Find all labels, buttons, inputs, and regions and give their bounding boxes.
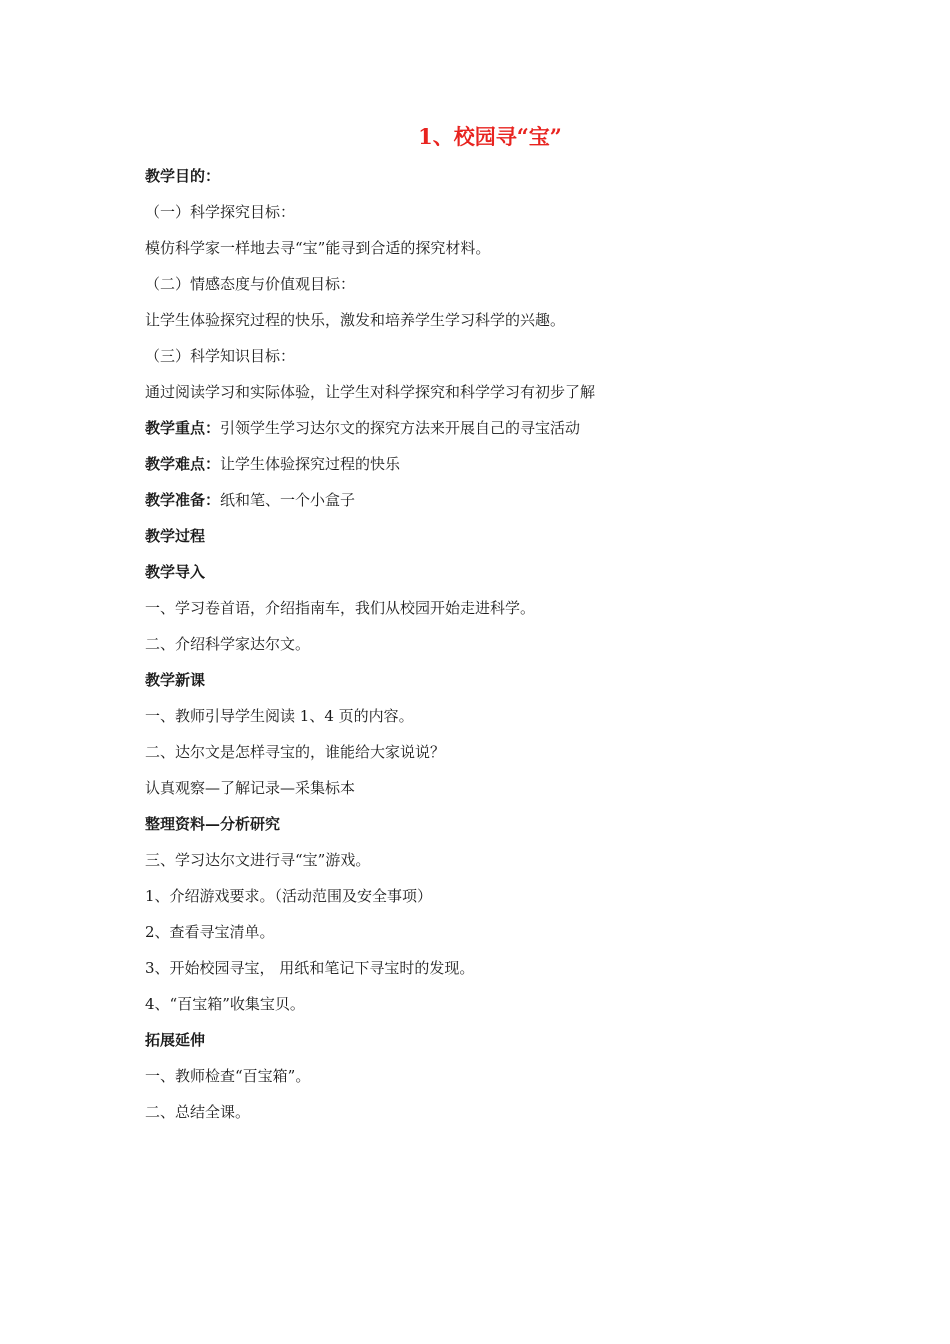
line-text: 引领学生学习达尔文的探究方法来开展自己的寻宝活动 [220,419,581,437]
paragraph-line: 认真观察—了解记录—采集标本 [145,779,356,797]
paragraph-line: 2、查看寻宝清单。 [145,923,275,941]
paragraph-line: 二、介绍科学家达尔文。 [145,635,311,653]
paragraph-line: （三）科学知识目标： [145,347,296,365]
labeled-line-key-point [145,410,825,446]
paragraph-line: （一）科学探究目标： [145,203,296,221]
section-heading: 教学过程 [145,527,206,545]
paragraph-line: 二、总结全课。 [145,1103,251,1121]
section-heading: 教学新课 [145,671,206,689]
paragraph-line: 让学生体验探究过程的快乐，激发和培养学生学习科学的兴趣。 [145,311,566,329]
line-label: 教学重点： [145,419,221,437]
section-heading: 教学导入 [145,563,206,581]
labeled-line-difficulty [145,446,825,482]
document-title: 1、校园寻“宝” [418,124,562,149]
paragraph-line: 模仿科学家一样地去寻“宝”能寻到合适的探究材料。 [145,239,491,257]
labeled-line-preparation [145,482,825,518]
line-label: 教学准备： [145,491,221,509]
paragraph-line: 一、教师检查“百宝箱”。 [145,1067,311,1085]
section-heading: 整理资料—分析研究 [145,815,281,833]
paragraph-line: 4、“百宝箱”收集宝贝。 [145,995,305,1013]
paragraph-line: （二）情感态度与价值观目标： [145,275,356,293]
line-text: 让学生体验探究过程的快乐 [220,455,401,473]
section-heading: 拓展延伸 [145,1031,206,1049]
paragraph-line: 3、开始校园寻宝， 用纸和笔记下寻宝时的发现。 [145,959,475,977]
paragraph-line: 三、学习达尔文进行寻“宝”游戏。 [145,851,371,869]
document-body [145,158,825,1130]
line-text: 纸和笔、一个小盒子 [220,491,356,509]
paragraph-line: 一、学习卷首语，介绍指南车，我们从校园开始走进科学。 [145,599,536,617]
paragraph-line: 通过阅读学习和实际体验，让学生对科学探究和科学学习有初步了解 [145,383,596,401]
line-label: 教学难点： [145,455,221,473]
paragraph-line: 一、教师引导学生阅读 1、4 页的内容。 [145,707,414,725]
section-heading: 教学目的： [145,167,221,185]
paragraph-line: 二、达尔文是怎样寻宝的，谁能给大家说说？ [145,743,446,761]
paragraph-line: 1、介绍游戏要求。（活动范围及安全事项） [145,887,433,905]
